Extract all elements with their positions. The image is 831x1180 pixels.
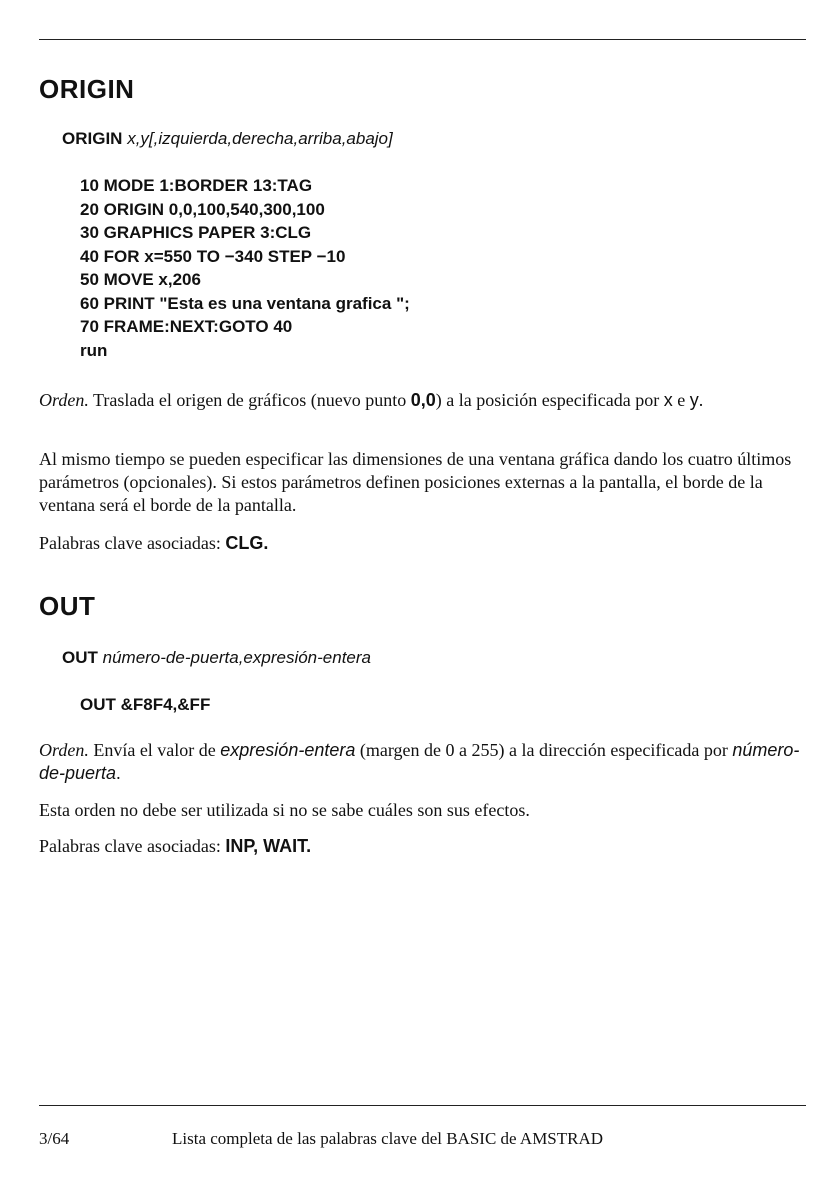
code-line: 20 ORIGIN 0,0,100,540,300,100 [80, 199, 325, 219]
code-line: OUT &F8F4,&FF [80, 695, 211, 714]
code-line: 60 PRINT "Esta es una ventana grafica "; [80, 293, 410, 313]
keywords-label: Palabras clave asociadas: [39, 533, 226, 553]
top-rule [39, 39, 806, 40]
keywords-list: CLG [225, 533, 264, 553]
text-run: ) a la posición especificada por [435, 390, 664, 410]
text-run: Traslada el origen de gráficos (nuevo punto [88, 390, 411, 410]
code-line: 50 MOVE x,206 [80, 270, 201, 289]
out-heading: OUT [39, 591, 96, 621]
out-warning: Esta orden no debe ser utilizada si no se sabe cuáles son sus efectos. [39, 800, 530, 820]
out-code-example [80, 693, 210, 717]
lead-word: Orden. [39, 740, 89, 760]
lead-word: Orden. [39, 390, 89, 410]
code-line: 30 GRAPHICS PAPER 3:CLG [80, 223, 312, 242]
origin-heading: ORIGIN [39, 74, 135, 104]
param-expression: expresión-entera [220, 740, 356, 760]
param-port: número-de-puerta [39, 740, 800, 783]
origin-syntax-args: x,y[,izquierda,derecha,arriba,abajo] [127, 129, 393, 148]
text-run: . [306, 836, 312, 856]
param-x: x [663, 390, 673, 410]
text-run: (margen de 0 a 255) a la dirección especificada por [355, 740, 733, 760]
code-line: run [80, 340, 108, 360]
text-run: . [263, 533, 269, 553]
out-related-keywords [39, 835, 811, 858]
out-syntax-keyword: OUT [62, 648, 98, 667]
origin-related-keywords [39, 532, 811, 555]
out-description [39, 739, 811, 785]
keywords-list: INP, WAIT [225, 836, 307, 856]
footer-title: Lista completa de las palabras clave del BASIC de AMSTRAD [172, 1129, 604, 1148]
out-syntax [62, 648, 371, 668]
text-run: Envía el valor de [88, 740, 221, 760]
code-line: 70 FRAME:NEXT:GOTO 40 [80, 317, 293, 336]
origin-code-example [80, 174, 410, 362]
origin-syntax [62, 129, 393, 149]
text-run: . [116, 763, 121, 783]
text-run: e [672, 390, 690, 410]
out-syntax-args: número-de-puerta,expresión-entera [102, 648, 371, 667]
point-value: 0,0 [410, 390, 436, 410]
origin-syntax-keyword: ORIGIN [62, 129, 123, 148]
keywords-label: Palabras clave asociadas: [39, 836, 226, 856]
page-number: 3/64 [39, 1129, 70, 1148]
origin-description [39, 389, 811, 412]
origin-window-note: Al mismo tiempo se pueden especificar las dimensiones de una ventana gráfica dando los cuatro últimos parámetros (opcionales). Si estos parámetros definen posiciones externas a la pantalla, el borde de la ventana será el borde de la pantalla. [39, 449, 792, 515]
text-run: . [698, 390, 704, 410]
code-line: 40 FOR x=550 TO −340 STEP −10 [80, 246, 346, 266]
param-y: y [689, 390, 699, 410]
bottom-rule [39, 1105, 806, 1106]
code-line: 10 MODE 1:BORDER 13:TAG [80, 176, 313, 195]
